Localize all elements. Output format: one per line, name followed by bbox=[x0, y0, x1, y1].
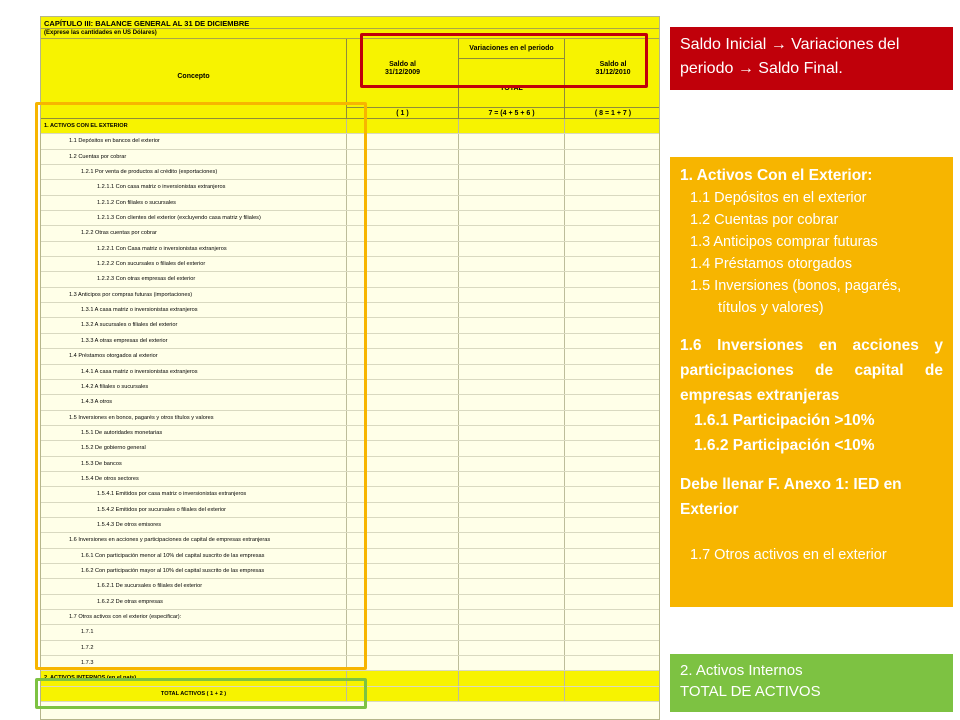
value-cell[interactable] bbox=[565, 457, 660, 471]
variaciones-label: Variaciones en el periodo bbox=[469, 45, 554, 52]
value-cell[interactable] bbox=[459, 595, 565, 609]
total-label: TOTAL bbox=[500, 85, 523, 92]
row-label: 1.6.2 Con participación mayor al 10% del capital suscrito de las empresas bbox=[41, 564, 347, 578]
row-label: 1.3.2 A sucursales o filiales del exterior bbox=[41, 318, 347, 332]
value-cell[interactable] bbox=[565, 349, 660, 363]
value-cell[interactable] bbox=[565, 518, 660, 532]
value-cell[interactable] bbox=[459, 150, 565, 164]
callout-last-item: 1.7 Otros activos en el exterior bbox=[690, 547, 887, 563]
row-label: 1.3.1 A casa matriz o inversionistas extranjeros bbox=[41, 303, 347, 317]
callout-sub-item: 1.6.1 Participación >10% bbox=[694, 412, 875, 429]
callout-bold-item: 1.6 Inversiones en acciones y participaciones de capital de empresas extranjeras bbox=[680, 337, 943, 404]
value-cell[interactable] bbox=[565, 641, 660, 655]
value-cell[interactable] bbox=[459, 441, 565, 455]
row-label: 1.4 Préstamos otorgados al exterior bbox=[41, 349, 347, 363]
value-cell[interactable] bbox=[565, 426, 660, 440]
row-label: 1.2.2 Otras cuentas por cobrar bbox=[41, 226, 347, 240]
value-cell[interactable] bbox=[565, 487, 660, 501]
row-label: 1.5.3 De bancos bbox=[41, 457, 347, 471]
row-label: 1.6.2.1 De sucursales o filiales del exterior bbox=[41, 579, 347, 593]
row-label: 1.4.2 A filiales o sucursales bbox=[41, 380, 347, 394]
saldo-final-line1: Saldo al bbox=[599, 61, 627, 68]
value-cell[interactable] bbox=[565, 579, 660, 593]
row-label: 1.1 Depósitos en bancos del exterior bbox=[41, 134, 347, 148]
callout-green-line1: 2. Activos Internos bbox=[680, 662, 803, 679]
value-cell[interactable] bbox=[459, 518, 565, 532]
row-label: 1.6.2.2 De otras empresas bbox=[41, 595, 347, 609]
callout-saldos-text: Saldo Inicial → Variaciones del periodo → Saldo Final. bbox=[680, 36, 900, 77]
row-label: 1.7.1 bbox=[41, 625, 347, 639]
value-cell[interactable] bbox=[459, 303, 565, 317]
col3-formula: ( 8 = 1 + 7 ) bbox=[594, 110, 632, 117]
callout-saldos bbox=[670, 27, 953, 90]
value-cell[interactable] bbox=[459, 411, 565, 425]
value-cell[interactable] bbox=[459, 119, 565, 133]
row-label: 1.3 Anticipos por compras futuras (importaciones) bbox=[41, 288, 347, 302]
value-cell[interactable] bbox=[565, 334, 660, 348]
saldo-final-line2: 31/12/2010 bbox=[595, 69, 631, 76]
value-cell[interactable] bbox=[459, 564, 565, 578]
value-cell[interactable] bbox=[459, 257, 565, 271]
row-label: 1.2.2.2 Con sucursales o filiales del exterior bbox=[41, 257, 347, 271]
value-cell[interactable] bbox=[459, 242, 565, 256]
value-cell[interactable] bbox=[565, 288, 660, 302]
value-cell[interactable] bbox=[565, 196, 660, 210]
value-cell[interactable] bbox=[459, 380, 565, 394]
saldo-inicial-line1: Saldo al bbox=[389, 61, 416, 68]
value-cell[interactable] bbox=[565, 226, 660, 240]
callout-sub-item: 1.6.2 Participación <10% bbox=[694, 437, 875, 454]
row-label: 1.7.2 bbox=[41, 641, 347, 655]
value-cell[interactable] bbox=[565, 380, 660, 394]
callout-activos-exterior bbox=[670, 157, 953, 607]
value-cell[interactable] bbox=[459, 165, 565, 179]
value-cell[interactable] bbox=[459, 211, 565, 225]
value-cell[interactable] bbox=[459, 426, 565, 440]
callout-item: 1.1 Depósitos en el exterior bbox=[690, 190, 867, 206]
value-cell[interactable] bbox=[459, 625, 565, 639]
value-cell[interactable] bbox=[459, 687, 565, 701]
value-cell[interactable] bbox=[459, 641, 565, 655]
value-cell[interactable] bbox=[459, 272, 565, 286]
value-cell[interactable] bbox=[459, 503, 565, 517]
callout-note: Debe llenar F. Anexo 1: IED en Exterior bbox=[680, 476, 902, 518]
value-cell[interactable] bbox=[565, 180, 660, 194]
external-assets-highlight bbox=[35, 102, 367, 670]
value-cell[interactable] bbox=[565, 595, 660, 609]
value-cell[interactable] bbox=[565, 533, 660, 547]
row-label: 1.3.3 A otras empresas del exterior bbox=[41, 334, 347, 348]
row-label: 1.5.1 De autoridades monetarias bbox=[41, 426, 347, 440]
form-subtitle: (Exprese las cantidades en US Dólares) bbox=[41, 29, 660, 39]
value-cell[interactable] bbox=[459, 472, 565, 486]
row-label: 1.4.3 A otros bbox=[41, 395, 347, 409]
callout-item: 1.2 Cuentas por cobrar bbox=[690, 212, 839, 228]
callout-green-line2: TOTAL DE ACTIVOS bbox=[680, 683, 821, 700]
row-label: 1.5.4.3 De otros emisores bbox=[41, 518, 347, 532]
row-label: 1.2.1.3 Con clientes del exterior (excluyendo casa matriz y filiales) bbox=[41, 211, 347, 225]
period-columns-highlight bbox=[360, 33, 648, 88]
value-cell[interactable] bbox=[459, 671, 565, 685]
value-cell[interactable] bbox=[565, 503, 660, 517]
row-label: 1.2.1.1 Con casa matriz o inversionistas extranjeros bbox=[41, 180, 347, 194]
row-label: 1.5.4.2 Emitidos por sucursales o filiales del exterior bbox=[41, 503, 347, 517]
value-cell[interactable] bbox=[565, 365, 660, 379]
value-cell[interactable] bbox=[565, 303, 660, 317]
callout-heading: 1. Activos Con el Exterior: bbox=[680, 167, 873, 184]
value-cell[interactable] bbox=[565, 150, 660, 164]
value-cell[interactable] bbox=[565, 242, 660, 256]
value-cell[interactable] bbox=[565, 441, 660, 455]
value-cell[interactable] bbox=[459, 180, 565, 194]
value-cell[interactable] bbox=[565, 318, 660, 332]
value-cell[interactable] bbox=[565, 272, 660, 286]
value-cell[interactable] bbox=[565, 472, 660, 486]
value-cell[interactable] bbox=[565, 610, 660, 624]
row-label: 1.5.2 De gobierno general bbox=[41, 441, 347, 455]
value-cell[interactable] bbox=[565, 395, 660, 409]
value-cell[interactable] bbox=[565, 411, 660, 425]
col2-formula: 7 = (4 + 5 + 6 ) bbox=[488, 110, 535, 117]
value-cell[interactable] bbox=[459, 288, 565, 302]
row-label: 1.7 Otros activos con el exterior (especificar): bbox=[41, 610, 347, 624]
row-label: 1.2.2.3 Con otras empresas del exterior bbox=[41, 272, 347, 286]
row-label: 1. ACTIVOS CON EL EXTERIOR bbox=[41, 119, 347, 133]
callout-item: 1.4 Préstamos otorgados bbox=[690, 256, 853, 272]
concepto-label: Concepto bbox=[177, 73, 210, 80]
value-cell[interactable] bbox=[459, 365, 565, 379]
value-cell[interactable] bbox=[459, 549, 565, 563]
row-label: 1.2.2.1 Con Casa matriz o inversionistas extranjeros bbox=[41, 242, 347, 256]
row-label: 1.2.1 Por venta de productos al crédito (exportaciones) bbox=[41, 165, 347, 179]
callout-item: 1.3 Anticipos comprar futuras bbox=[690, 234, 878, 250]
value-cell[interactable] bbox=[459, 349, 565, 363]
value-cell[interactable] bbox=[565, 687, 660, 701]
value-cell[interactable] bbox=[459, 579, 565, 593]
row-label: 1.2 Cuentas por cobrar bbox=[41, 150, 347, 164]
value-cell[interactable] bbox=[565, 656, 660, 670]
callout-activos-internos bbox=[670, 654, 953, 712]
value-cell[interactable] bbox=[459, 395, 565, 409]
value-cell[interactable] bbox=[565, 564, 660, 578]
value-cell[interactable] bbox=[565, 549, 660, 563]
internal-assets-highlight bbox=[35, 678, 367, 709]
col1-formula: ( 1 ) bbox=[396, 110, 409, 117]
row-label: TOTAL ACTIVOS ( 1 + 2 ) bbox=[41, 687, 347, 701]
value-cell[interactable] bbox=[459, 318, 565, 332]
value-cell[interactable] bbox=[565, 625, 660, 639]
value-cell[interactable] bbox=[459, 457, 565, 471]
row-label: 1.4.1 A casa matriz o inversionistas extranjeros bbox=[41, 365, 347, 379]
value-cell[interactable] bbox=[459, 656, 565, 670]
value-cell[interactable] bbox=[565, 119, 660, 133]
value-cell[interactable] bbox=[459, 196, 565, 210]
value-cell[interactable] bbox=[459, 533, 565, 547]
row-label: 1.7.3 bbox=[41, 656, 347, 670]
value-cell[interactable] bbox=[565, 211, 660, 225]
row-label: 2. ACTIVOS INTERNOS (en el país) bbox=[41, 671, 347, 685]
row-label: 1.6.1 Con participación menor al 10% del capital suscrito de las empresas bbox=[41, 549, 347, 563]
value-cell[interactable] bbox=[459, 226, 565, 240]
row-label: 1.5.4.1 Emitidos por casa matriz o inversionistas extranjeros bbox=[41, 487, 347, 501]
value-cell[interactable] bbox=[459, 334, 565, 348]
value-cell[interactable] bbox=[459, 487, 565, 501]
value-cell[interactable] bbox=[459, 134, 565, 148]
row-label: 1.5.4 De otros sectores bbox=[41, 472, 347, 486]
value-cell[interactable] bbox=[565, 165, 660, 179]
value-cell[interactable] bbox=[459, 610, 565, 624]
row-label: 1.2.1.2 Con filiales o sucursales bbox=[41, 196, 347, 210]
form-title: CAPÍTULO III: BALANCE GENERAL AL 31 DE DICIEMBRE bbox=[41, 17, 660, 29]
value-cell[interactable] bbox=[565, 257, 660, 271]
saldo-inicial-line2: 31/12/2009 bbox=[384, 69, 421, 76]
value-cell[interactable] bbox=[565, 134, 660, 148]
callout-item: 1.5 Inversiones (bonos, pagarés, bbox=[690, 278, 902, 294]
value-cell[interactable] bbox=[565, 671, 660, 685]
callout-item-continuation: títulos y valores) bbox=[718, 300, 824, 316]
row-label: 1.6 Inversiones en acciones y participaciones de capital de empresas extranjeras bbox=[41, 533, 347, 547]
row-label: 1.5 Inversiones en bonos, pagarés y otros títulos y valores bbox=[41, 411, 347, 425]
